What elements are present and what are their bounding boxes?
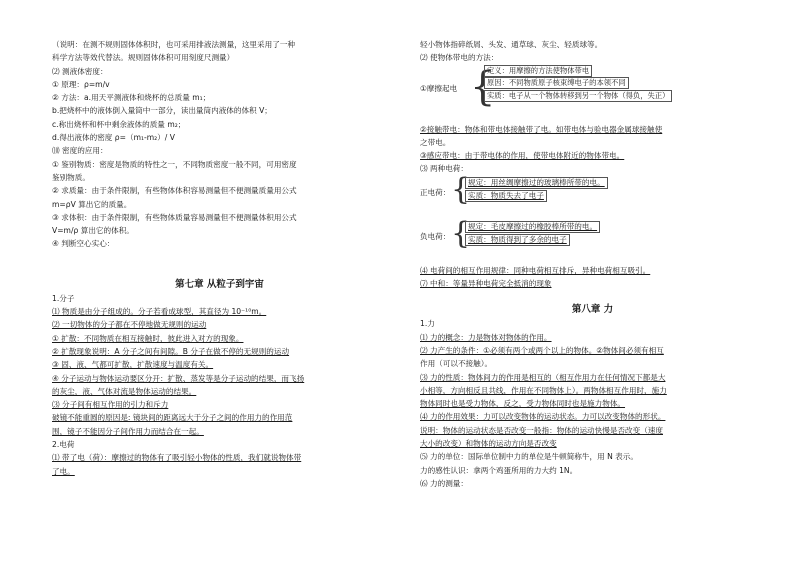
definition-row: 定义：用摩擦的方法使物体带电: [484, 65, 764, 78]
text-line: （说明：在测不规则固体体积时，也可采用排液法测量，这里采用了一种: [52, 40, 295, 49]
text-line: ⑴ 带了电（荷）：摩擦过的物体有了吸引轻小物体的性质，我们就说物体带: [52, 453, 302, 463]
text-line: ④ 分子运动与物体运动要区分开：扩散、蒸发等是分子运动的结果，而飞扬: [52, 373, 305, 383]
text-line: 之带电。: [420, 137, 451, 147]
essence-row: 实质：物质得到了多余的电子: [465, 233, 600, 247]
chapter-7-title: 第七章 从粒子到宇宙: [175, 278, 264, 290]
rule-row: 规定：毛皮摩擦过的橡胶棒所带的电。: [465, 220, 600, 234]
text-line: ⑸ 力的单位：国际单位制中力的单位是牛顿简称牛，用 N 表示。: [420, 452, 638, 462]
friction-charging-label: ①摩擦起电: [420, 83, 458, 93]
text-line: 围，镜子不能因分子间作用力而结合在一起。: [52, 426, 204, 436]
text-line: 物体同时也是受力物体，反之，受力物体同时也是施力物体。: [420, 399, 626, 409]
text-line: b.把烧杯中的液体倒入量筒中一部分，读出量筒内液体的体积 V；: [52, 106, 272, 116]
text-line: ⑶ 分子间有相互作用的引力和斥力: [52, 400, 169, 410]
text-line: 科学方法等效代替法。规则固体体积可用刻度尺测量）: [52, 53, 235, 63]
text-line: 了电。: [52, 466, 75, 476]
text-line: 说明：物体的运动状态是否改变一般指：物体的运动快慢是否改变（速度: [420, 425, 663, 435]
text-line: m=ρV 算出它的质量。: [52, 199, 132, 209]
text-line: 大小的改变）和物体的运动方向是否改变: [420, 439, 557, 449]
text-line: ③ 求体积：由于条件限制，有些物体质量容易测量但不便测量体积用公式: [52, 212, 297, 222]
brace-icon: {: [470, 63, 496, 110]
text-line: d.得出液体的密度 ρ=（m₁-m₂）/ V: [52, 133, 175, 143]
text-line: ⑵ 测液体密度：: [52, 66, 108, 76]
text-line: ① 原理：ρ=m/v: [52, 79, 110, 89]
text-line: V=m/ρ 算出它的体积。: [52, 226, 134, 236]
essence-row: 实质：电子从一个物体转移到另一个物体（得负，失正）: [484, 90, 764, 103]
cause-row: 原因：不同物质原子核束缚电子的本领不同: [484, 77, 764, 90]
right-column: [420, 38, 765, 490]
text-line: ① 鉴别物质：密度是物质的特性之一，不同物质密度一般不同，可用密度: [52, 159, 297, 169]
brace-icon: {: [451, 215, 471, 251]
brace-icon: {: [451, 171, 471, 207]
positive-charge-label: 正电荷：: [420, 187, 451, 197]
text-line: ⑷ 力的作用效果：力可以改变物体的运动状态。力可以改变物体的形状。: [420, 412, 666, 422]
text-line: ⑶ 两种电荷：: [420, 164, 468, 174]
text-line: ⑹ 力的测量：: [420, 478, 468, 488]
negative-charge-label: 负电荷：: [420, 231, 451, 241]
chapter-8-title: 第八章 力: [571, 304, 614, 316]
text-line: 力的感性认识：拿两个鸡蛋所用的力大约 1N。: [420, 465, 578, 475]
text-line: 破镜不能重圆的原因是: 镜块间的距离远大于分子之间的作用力的作用范: [52, 413, 293, 423]
essence-row: 实质：物质失去了电子: [465, 189, 608, 203]
text-line: ⑵ 力产生的条件：①必须有两个或两个以上的物体。②物体间必须有相互: [420, 345, 664, 355]
text-line: ② 求质量：由于条件限制，有些物体体积容易测量但不便测量质量用公式: [52, 186, 297, 196]
section-heading: 1.力: [420, 319, 435, 329]
text-line: ⑺ 中和：等量异种电荷完全抵消的现象: [420, 279, 552, 289]
text-line: ⑽ 密度的应用：: [52, 146, 108, 156]
text-line: 轻小物体指碎纸屑、头发、通草球、灰尘、轻质球等。: [420, 40, 603, 49]
text-line: ⑴ 物质是由分子组成的。分子若看成球型，其直径为 10⁻¹⁰m。: [52, 307, 267, 317]
text-line: 鉴别物质。: [52, 172, 90, 182]
text-line: ② 扩散现象说明：A 分子之间有间隙。B 分子在做不停的无规则的运动: [52, 346, 290, 356]
text-line: ⑷ 电荷间的相互作用规律：同种电荷相互排斥，异种电荷相互吸引。: [420, 265, 651, 275]
section-heading: 2.电荷: [52, 440, 75, 450]
text-line: ④ 判断空心实心：: [52, 239, 115, 249]
text-line: c.称出烧杯和杯中剩余液体的质量 m₂；: [52, 119, 186, 129]
text-line: ② 方法：a.用天平测液体和烧杯的总质量 m₁；: [52, 93, 211, 103]
left-column: [52, 38, 387, 478]
negative-charge-block: [420, 215, 765, 258]
text-line: ① 扩散：不同物质在相互接触时，彼此进入对方的现象。: [52, 333, 244, 343]
text-line: ②接触带电：物体和带电体接触带了电。如带电体与验电器金属球接触使: [420, 124, 663, 134]
rule-row: 规定：用丝绸摩擦过的玻璃棒所带的电。: [465, 176, 608, 190]
text-line: ③感应带电：由于带电体的作用，使带电体附近的物体带电。: [420, 151, 625, 161]
text-line: 小相等，方向相反且共线，作用在不同物体上）。两物体相互作用时，施力: [420, 385, 667, 395]
text-line: ⑶ 力的性质：物体间力的作用是相互的（相互作用力在任何情况下都是大: [420, 372, 666, 382]
friction-charging-rows: [484, 65, 764, 103]
positive-charge-block: [420, 171, 765, 214]
text-line: 作用（可以不接触）。: [420, 359, 493, 369]
text-line: ⑴ 力的概念：力是物体对物体的作用。: [420, 332, 552, 342]
friction-charging-block: [420, 65, 765, 123]
text-line: ③ 固、液、气都可扩散，扩散速度与温度有关。: [52, 360, 214, 370]
section-heading: 1.分子: [52, 293, 75, 303]
text-line: ⑵ 使物体带电的方法：: [420, 53, 499, 63]
text-line: ⑵ 一切物体的分子都在不停地做无规则的运动: [52, 320, 207, 330]
text-line: 的灰尘，液、气体对流是物体运动的结果。: [52, 386, 197, 396]
